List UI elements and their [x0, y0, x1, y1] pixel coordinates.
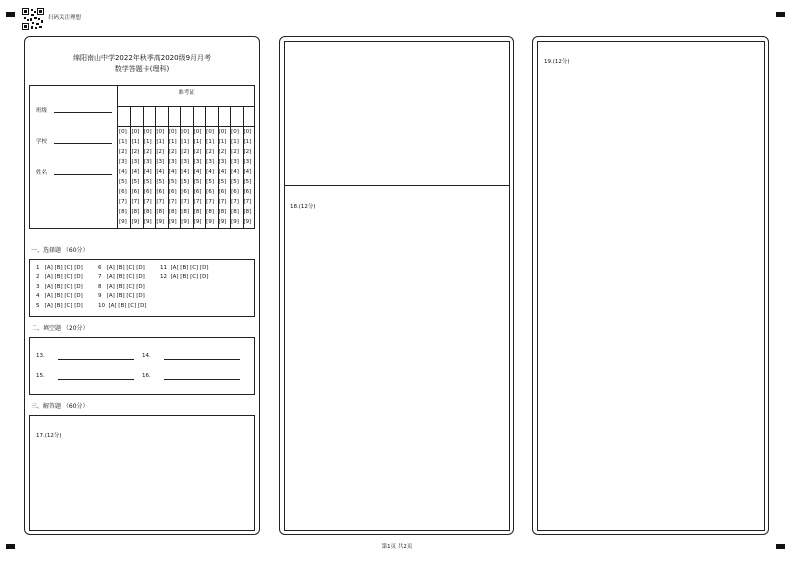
fill-number-15: 15.: [36, 373, 45, 379]
exam-digit-bubble[interactable]: [6]: [218, 189, 227, 195]
exam-digit-bubble[interactable]: [8]: [218, 209, 227, 215]
exam-digit-bubble[interactable]: [8]: [206, 209, 214, 215]
exam-digit-bubble[interactable]: [8]: [119, 209, 127, 215]
choice-area: [30, 260, 254, 316]
class-field[interactable]: [54, 112, 112, 113]
exam-digit-bubble[interactable]: [5]: [119, 179, 127, 185]
class-label: 班级: [36, 108, 48, 114]
fill-blank-15[interactable]: [58, 379, 134, 380]
exam-digit-bubble[interactable]: [3]: [206, 159, 214, 165]
exam-digit-bubble[interactable]: [1]: [231, 139, 239, 145]
exam-digit-bubble[interactable]: [8]: [193, 209, 202, 215]
exam-number-column: [180, 106, 193, 228]
exam-digit-bubble[interactable]: [3]: [243, 159, 252, 165]
section-answer-heading: 三、解答题 （60分）: [31, 403, 89, 410]
exam-digit-bubble[interactable]: [1]: [168, 139, 177, 145]
exam-digit-bubble[interactable]: [1]: [193, 139, 202, 145]
page-footer: 第1页 共2页: [381, 544, 413, 550]
exam-digit-bubble[interactable]: [9]: [231, 219, 239, 225]
fill-blank-16[interactable]: [164, 379, 240, 380]
exam-digit-bubble[interactable]: [1]: [206, 139, 214, 145]
exam-digit-bubble[interactable]: [6]: [131, 189, 140, 195]
card-title-line2: 数学答题卡(理科): [114, 65, 170, 73]
exam-digit-bubble[interactable]: [1]: [218, 139, 227, 145]
exam-digit-bubble[interactable]: [7]: [119, 199, 127, 205]
exam-digit-bubble[interactable]: [9]: [119, 219, 127, 225]
exam-digit-bubble[interactable]: [5]: [156, 179, 165, 185]
exam-number-grid: [117, 86, 255, 228]
answer-card-panel-1: [24, 36, 260, 535]
exam-digit-bubble[interactable]: [5]: [218, 179, 227, 185]
exam-digit-bubble[interactable]: [4]: [156, 169, 165, 175]
exam-digit-bubble[interactable]: [0]: [156, 129, 165, 135]
fill-number-13: 13.: [36, 353, 45, 359]
exam-digit-bubble[interactable]: [8]: [168, 209, 177, 215]
exam-number-column: [243, 106, 255, 228]
exam-digit-bubble[interactable]: [5]: [131, 179, 140, 185]
exam-digit-bubble[interactable]: [4]: [119, 169, 127, 175]
answer-card-panel-2: [279, 36, 514, 535]
exam-digit-bubble[interactable]: [2]: [168, 149, 177, 155]
exam-digit-bubble[interactable]: [4]: [181, 169, 190, 175]
exam-digit-bubble[interactable]: [3]: [181, 159, 190, 165]
fill-blank-13[interactable]: [58, 359, 134, 360]
question-19-label: 19.(12分): [544, 59, 570, 65]
exam-digit-bubble[interactable]: [2]: [218, 149, 227, 155]
exam-digit-bubble[interactable]: [2]: [193, 149, 202, 155]
exam-digit-bubble[interactable]: [3]: [131, 159, 140, 165]
exam-digit-bubble[interactable]: [1]: [181, 139, 190, 145]
exam-digit-bubble[interactable]: [9]: [143, 219, 152, 225]
exam-digit-bubble[interactable]: [0]: [181, 129, 190, 135]
exam-digit-bubble[interactable]: [8]: [156, 209, 165, 215]
exam-digit-bubble[interactable]: [4]: [243, 169, 252, 175]
exam-digit-bubble[interactable]: [0]: [231, 129, 239, 135]
exam-digit-bubble[interactable]: [6]: [231, 189, 239, 195]
exam-digit-bubble[interactable]: [9]: [218, 219, 227, 225]
choice-question-10[interactable]: 10 [A] [B] [C] [D]: [98, 302, 147, 309]
exam-digit-bubble[interactable]: [4]: [143, 169, 152, 175]
exam-digit-bubble[interactable]: [9]: [181, 219, 190, 225]
registration-mark-top-left: [6, 12, 15, 17]
exam-digit-bubble[interactable]: [5]: [181, 179, 190, 185]
exam-number-column: [193, 106, 206, 228]
answer-box-q19[interactable]: [537, 41, 765, 531]
exam-digit-bubble[interactable]: [7]: [156, 199, 165, 205]
exam-digit-bubble[interactable]: [2]: [231, 149, 239, 155]
answer-box-q17[interactable]: [29, 415, 255, 531]
exam-digit-bubble[interactable]: [7]: [168, 199, 177, 205]
exam-digit-bubble[interactable]: [2]: [131, 149, 140, 155]
exam-digit-bubble[interactable]: [9]: [168, 219, 177, 225]
choice-question-3[interactable]: 3 [A] [B] [C] [D]: [36, 283, 83, 290]
exam-digit-bubble[interactable]: [1]: [243, 139, 252, 145]
choice-question-5[interactable]: 5 [A] [B] [C] [D]: [36, 302, 83, 309]
exam-number-column: [118, 106, 131, 228]
exam-digit-bubble[interactable]: [0]: [131, 129, 140, 135]
exam-digit-bubble[interactable]: [3]: [218, 159, 227, 165]
exam-digit-bubble[interactable]: [6]: [193, 189, 202, 195]
exam-digit-bubble[interactable]: [5]: [243, 179, 252, 185]
school-field[interactable]: [54, 143, 112, 144]
exam-digit-bubble[interactable]: [8]: [243, 209, 252, 215]
exam-digit-bubble[interactable]: [7]: [206, 199, 214, 205]
exam-digit-bubble[interactable]: [5]: [193, 179, 202, 185]
exam-digit-bubble[interactable]: [2]: [156, 149, 165, 155]
choice-question-9[interactable]: 9 [A] [B] [C] [D]: [98, 293, 145, 300]
choice-question-4[interactable]: 4 [A] [B] [C] [D]: [36, 293, 83, 300]
exam-digit-bubble[interactable]: [4]: [131, 169, 140, 175]
exam-digit-bubble[interactable]: [4]: [168, 169, 177, 175]
exam-digit-bubble[interactable]: [9]: [243, 219, 252, 225]
exam-number-column: [168, 106, 181, 228]
section-choice-heading: 一、选择题 （60分）: [31, 247, 89, 254]
exam-digit-bubble[interactable]: [7]: [131, 199, 140, 205]
exam-digit-bubble[interactable]: [5]: [206, 179, 214, 185]
exam-digit-bubble[interactable]: [5]: [143, 179, 152, 185]
exam-number-column: [130, 106, 143, 228]
exam-digit-bubble[interactable]: [3]: [168, 159, 177, 165]
exam-digit-bubble[interactable]: [2]: [181, 149, 190, 155]
exam-digit-bubble[interactable]: [6]: [156, 189, 165, 195]
choice-question-1[interactable]: 1 [A] [B] [C] [D]: [36, 265, 83, 271]
exam-digit-bubble[interactable]: [3]: [193, 159, 202, 165]
choice-question-8[interactable]: 8 [A] [B] [C] [D]: [98, 283, 145, 290]
fill-number-14: 14.: [142, 353, 151, 359]
exam-digit-bubble[interactable]: [6]: [168, 189, 177, 195]
exam-digit-bubble[interactable]: [1]: [119, 139, 127, 145]
registration-mark-top-right: [776, 12, 785, 17]
exam-digit-bubble[interactable]: [7]: [218, 199, 227, 205]
exam-digit-bubble[interactable]: [0]: [206, 129, 214, 135]
exam-digit-bubble[interactable]: [4]: [218, 169, 227, 175]
fill-number-16: 16.: [142, 373, 151, 379]
exam-digit-bubble[interactable]: [8]: [231, 209, 239, 215]
exam-number-column: [205, 106, 218, 228]
exam-digit-bubble[interactable]: [0]: [243, 129, 252, 135]
exam-digit-bubble[interactable]: [0]: [119, 129, 127, 135]
exam-digit-bubble[interactable]: [5]: [168, 179, 177, 185]
exam-number-column: [230, 106, 243, 228]
exam-digit-bubble[interactable]: [9]: [193, 219, 202, 225]
exam-digit-bubble[interactable]: [4]: [231, 169, 239, 175]
exam-digit-bubble[interactable]: [3]: [119, 159, 127, 165]
exam-digit-bubble[interactable]: [2]: [206, 149, 214, 155]
exam-digit-bubble[interactable]: [2]: [243, 149, 252, 155]
exam-digit-bubble[interactable]: [7]: [231, 199, 239, 205]
choice-question-12[interactable]: 12 [A] [B] [C] [D]: [160, 274, 209, 281]
exam-digit-bubble[interactable]: [4]: [206, 169, 214, 175]
exam-digit-bubble[interactable]: [7]: [143, 199, 152, 205]
answer-box-q17-continued[interactable]: [284, 41, 510, 185]
choice-question-11[interactable]: 11 [A] [B] [C] [D]: [160, 265, 209, 271]
name-label: 姓名: [36, 170, 48, 176]
exam-digit-bubble[interactable]: [9]: [131, 219, 140, 225]
exam-digit-bubble[interactable]: [9]: [156, 219, 165, 225]
choice-question-6[interactable]: 6 [A] [B] [C] [D]: [98, 265, 145, 271]
exam-digit-bubble[interactable]: [6]: [119, 189, 127, 195]
exam-number-column: [218, 106, 231, 228]
answer-card-panel-3: [532, 36, 769, 535]
exam-digit-bubble[interactable]: [8]: [131, 209, 140, 215]
card-title-line1: 绵阳南山中学2022年秋季高2020级9月月考: [72, 54, 212, 62]
section-fill-heading: 二、填空题 （20分）: [31, 325, 89, 332]
exam-digit-bubble[interactable]: [1]: [143, 139, 152, 145]
exam-digit-bubble[interactable]: [3]: [143, 159, 152, 165]
exam-digit-bubble[interactable]: [0]: [193, 129, 202, 135]
exam-digit-bubble[interactable]: [8]: [143, 209, 152, 215]
name-field[interactable]: [54, 174, 112, 175]
exam-digit-bubble[interactable]: [3]: [231, 159, 239, 165]
exam-digit-bubble[interactable]: [9]: [206, 219, 214, 225]
choice-question-7[interactable]: 7 [A] [B] [C] [D]: [98, 274, 145, 281]
exam-digit-bubble[interactable]: [5]: [231, 179, 239, 185]
exam-digit-bubble[interactable]: [6]: [206, 189, 214, 195]
school-label: 学校: [36, 139, 48, 145]
exam-number-column: [143, 106, 156, 228]
choice-question-2[interactable]: 2 [A] [B] [C] [D]: [36, 274, 83, 281]
question-18-label: 18.(12分): [290, 204, 316, 210]
exam-digit-bubble[interactable]: [2]: [119, 149, 127, 155]
exam-number-label: 准考证: [178, 90, 195, 96]
exam-digit-bubble[interactable]: [2]: [143, 149, 152, 155]
fill-box: [29, 337, 255, 395]
exam-number-columns: [118, 106, 255, 228]
student-info-box: [29, 85, 255, 229]
exam-digit-bubble[interactable]: [1]: [131, 139, 140, 145]
exam-digit-bubble[interactable]: [8]: [181, 209, 190, 215]
exam-digit-bubble[interactable]: [0]: [143, 129, 152, 135]
question-17-label: 17.(12分): [36, 433, 62, 439]
exam-digit-bubble[interactable]: [7]: [193, 199, 202, 205]
fill-blank-14[interactable]: [164, 359, 240, 360]
exam-number-column: [155, 106, 168, 228]
exam-digit-bubble[interactable]: [6]: [243, 189, 252, 195]
exam-digit-bubble[interactable]: [6]: [181, 189, 190, 195]
qr-code: [22, 8, 44, 30]
exam-digit-bubble[interactable]: [7]: [181, 199, 190, 205]
exam-digit-bubble[interactable]: [1]: [156, 139, 165, 145]
choice-box: [29, 259, 255, 317]
exam-digit-bubble[interactable]: [4]: [193, 169, 202, 175]
answer-box-q18[interactable]: [284, 185, 510, 531]
exam-digit-bubble[interactable]: [0]: [168, 129, 177, 135]
exam-digit-bubble[interactable]: [6]: [143, 189, 152, 195]
qr-caption: 扫码关注理想: [48, 15, 82, 21]
exam-digit-bubble[interactable]: [7]: [243, 199, 252, 205]
exam-digit-bubble[interactable]: [3]: [156, 159, 165, 165]
exam-digit-bubble[interactable]: [0]: [218, 129, 227, 135]
